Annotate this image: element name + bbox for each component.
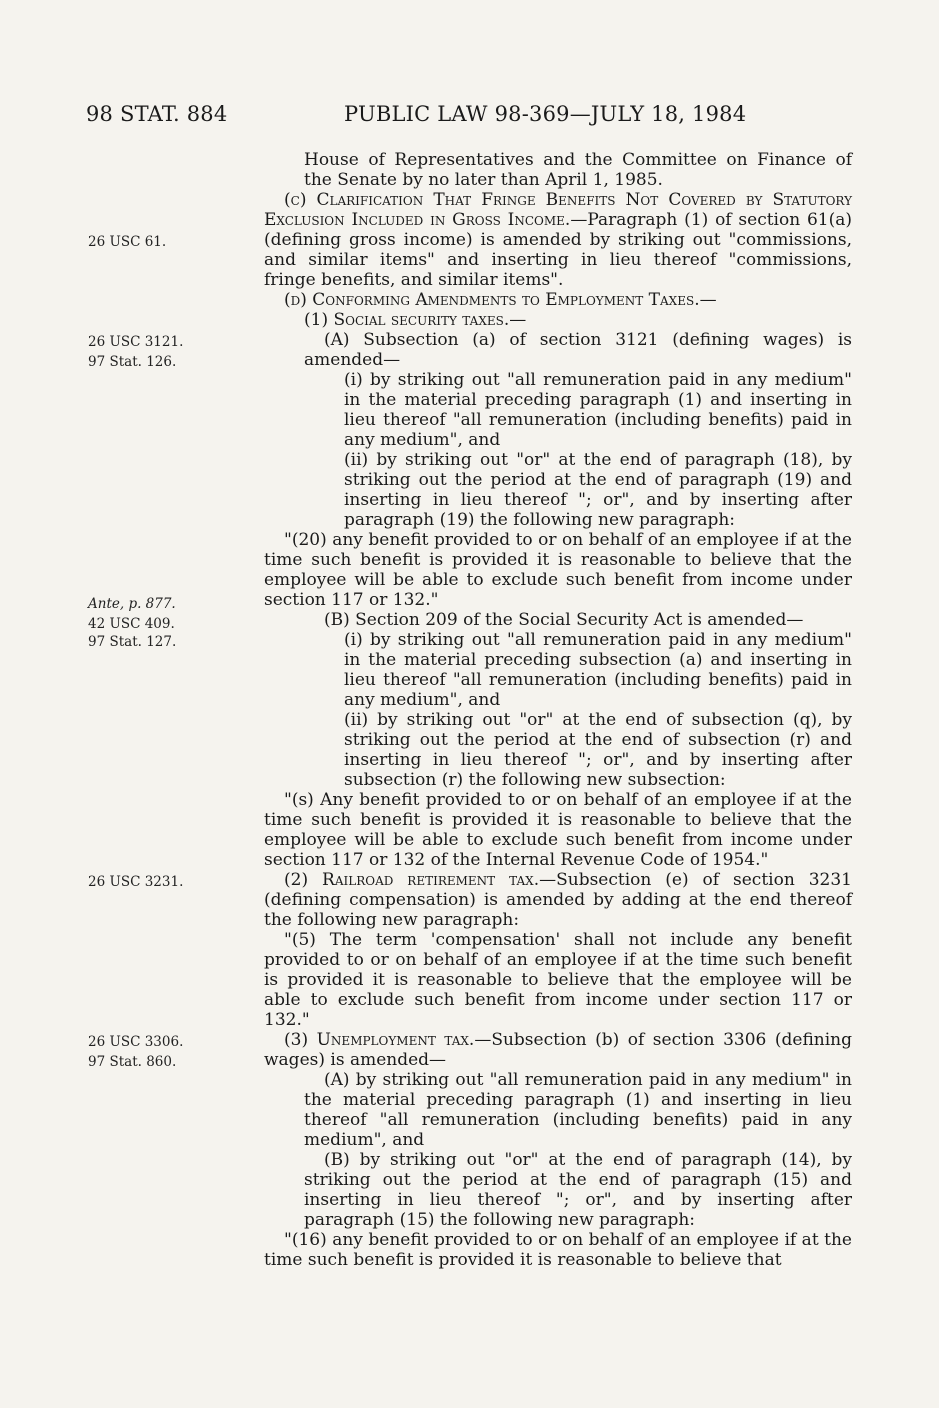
paragraph [264, 1030, 852, 1070]
section-heading: (3) Unemployment tax. [284, 1030, 475, 1050]
paragraph: (A) by striking out "all remuneration paid in any medium" in the material preceding paragraph (1) and inserting in lieu thereof "all remuneration (including benefits) paid in any medium", and [304, 1070, 852, 1150]
quoted-paragraph: "(5) The term 'compensation' shall not include any benefit provided to or on behalf of an employee if at the time such benefit is provided it is reasonable to believe that the employee will be able to exclude such benefit from income under section 117 or 132." [264, 930, 852, 1030]
section-text: —Subsection (b) of section 3306 (defining wages) is amended— [264, 1030, 852, 1070]
section-heading: (1) Social security taxes. [304, 310, 510, 330]
section-text: —Paragraph (1) of section 61(a) (defining gross income) is amended by striking out "commissions, and similar items" and inserting in lieu thereof "commissions, fringe benefits, and similar items". [264, 210, 853, 290]
section-heading: (2) Railroad retirement tax. [284, 870, 540, 890]
body-text [264, 150, 852, 1270]
paragraph: (i) by striking out "all remuneration paid in any medium" in the material preceding subsection (a) and inserting in lieu thereof "all remuneration (including benefits) paid in any medium", and [344, 630, 852, 710]
paragraph [264, 870, 852, 930]
paragraph: (ii) by striking out "or" at the end of subsection (q), by striking out the period at the end of subsection (r) and inserting in lieu thereof "; or", and by inserting after subsection (r) the following new subsection: [344, 710, 852, 790]
paragraph: (i) by striking out "all remuneration paid in any medium" in the material preceding paragraph (1) and inserting in lieu thereof "all remuneration (including benefits) paid in any medium", and [344, 370, 852, 450]
paragraph: (A) Subsection (a) of section 3121 (defining wages) is amended— [304, 330, 852, 370]
margin-note: 97 Stat. 860. [88, 1054, 177, 1070]
margin-note: 26 USC 3306. [88, 1034, 184, 1050]
margin-note: 97 Stat. 126. [88, 354, 177, 370]
section-text: —Subsection (e) of section 3231 (defining compensation) is amended by adding at the end thereof the following new paragraph: [264, 870, 852, 930]
paragraph: House of Representatives and the Committee on Finance of the Senate by no later than April 1, 1985. [304, 150, 852, 190]
section-heading: (c) Clarification That Fringe Benefits Not Covered by Statutory Exclusion Included in Gross Income. [264, 190, 852, 230]
margin-note: 26 USC 3231. [88, 874, 184, 890]
quoted-paragraph: "(s) Any benefit provided to or on behalf of an employee if at the time such benefit is provided it is reasonable to believe that the employee will be able to exclude such benefit from income under section 117 or 132 of the Internal Revenue Code of 1954." [264, 790, 852, 870]
paragraph [264, 310, 852, 330]
quoted-paragraph: "(20) any benefit provided to or on behalf of an employee if at the time such benefit is provided it is reasonable to believe that the employee will be able to exclude such benefit from income under section 117 or 132." [264, 530, 852, 610]
section-text: — [699, 290, 717, 310]
statute-page-number: 98 STAT. 884 [86, 102, 228, 126]
section-heading: (d) Conforming Amendments to Employment Taxes. [284, 290, 700, 310]
margin-note: 26 USC 61. [88, 234, 167, 250]
page-header [86, 102, 853, 130]
paragraph [264, 290, 852, 310]
margin-note: 42 USC 409. [88, 616, 175, 632]
paragraph: (B) Section 209 of the Social Security Act is amended— [324, 610, 804, 630]
margin-note: Ante, p. 877. [88, 596, 176, 612]
section-text: — [509, 310, 527, 330]
paragraph [264, 190, 852, 290]
paragraph: (B) by striking out "or" at the end of paragraph (14), by striking out the period at the end of paragraph (15) and inserting in lieu thereof "; or", and by inserting after paragraph (15) the following new paragraph: [304, 1150, 852, 1230]
public-law-title: PUBLIC LAW 98-369—JULY 18, 1984 [344, 102, 747, 126]
margin-note: 26 USC 3121. [88, 334, 184, 350]
paragraph: (ii) by striking out "or" at the end of paragraph (18), by striking out the period at the end of paragraph (19) and inserting in lieu thereof "; or", and by inserting after paragraph (19) the following new paragraph: [344, 450, 852, 530]
margin-note: 97 Stat. 127. [88, 634, 177, 650]
quoted-paragraph: "(16) any benefit provided to or on behalf of an employee if at the time such benefit is provided it is reasonable to believe that [264, 1230, 852, 1270]
